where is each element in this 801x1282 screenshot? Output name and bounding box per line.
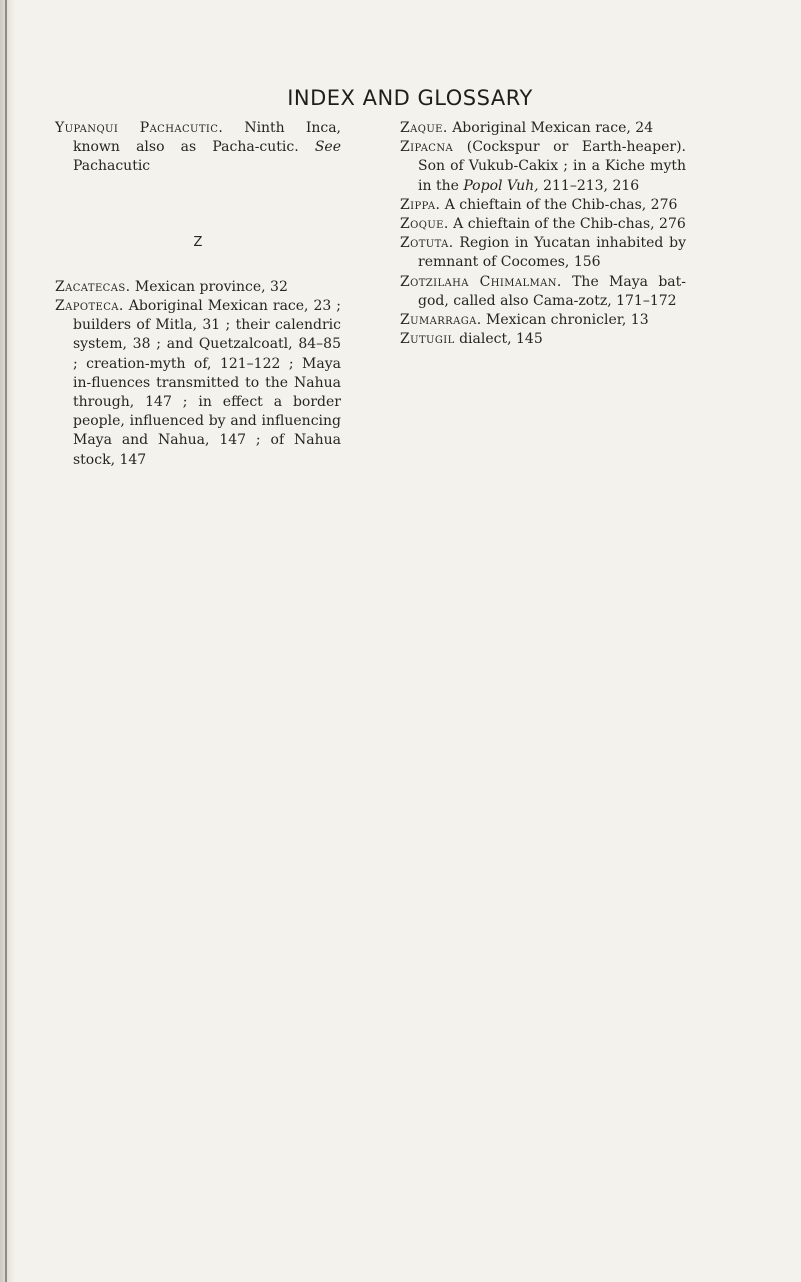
- index-entry-zipacna: [400, 138, 686, 196]
- entry-text: A chieftain of the Chib-chas, 276: [453, 216, 686, 233]
- entry-pages: 211–213, 216: [543, 177, 640, 194]
- right-column: [400, 119, 686, 349]
- entry-headword: Zaque.: [400, 120, 448, 136]
- entry-text: dialect, 145: [459, 331, 543, 348]
- entry-text: A chieftain of the Chib-chas, 276: [444, 196, 678, 213]
- see-reference: Pachacutic: [73, 158, 151, 175]
- entry-text: Mexican province, 32: [134, 278, 288, 295]
- entry-headword: Zapoteca.: [55, 298, 124, 315]
- entry-headword: Zacatecas.: [55, 278, 131, 295]
- entry-headword: Zutugil: [400, 331, 455, 348]
- index-entry-zotzilaha-chimalman: [400, 273, 686, 311]
- entry-headword: Zippa.: [400, 196, 441, 213]
- entry-text: Ninth Inca, known also as Pacha-cutic.: [73, 120, 342, 156]
- index-entry-zoque: [400, 215, 686, 234]
- index-entry-yupanqui-pachacutic: [55, 119, 341, 177]
- entry-headword: Zotzilaha Chimalman.: [400, 273, 562, 290]
- section-letter-z: Z: [193, 234, 203, 250]
- entry-headword: Zoque.: [400, 216, 449, 233]
- entry-headword: Zipacna: [400, 139, 454, 156]
- left-column: [55, 119, 341, 470]
- entry-text: Region in Yucatan inhabited by remnant of Cocomes, 156: [418, 235, 687, 271]
- entry-text: Aboriginal Mexican race, 23 ; builders of Mitla, 31 ; their calendric system, 38 ; and Quetzalcoatl, 84–85 ; creation-myth of, 121–122 ; Maya in-fluences transmitted to the Nahua through, 147 ; in effect a border people, influenced by and influencing Maya and Nahua, 147 ; of Nahua stock, 147: [73, 298, 341, 468]
- index-entry-zutugil: [400, 330, 686, 349]
- entry-text: Aboriginal Mexican race, 24: [452, 120, 654, 136]
- page-binding-edge: [0, 0, 16, 1282]
- entry-text: (Cockspur or Earth-heaper). Son of Vukub-Cakix ; in a Kiche myth in the: [418, 139, 686, 194]
- entry-text: The Maya bat-god, called also Cama-zotz, 171–172: [418, 273, 686, 309]
- book-title: Popol Vuh,: [463, 177, 539, 194]
- entry-text: Mexican chronicler, 13: [486, 312, 649, 329]
- entry-headword: Yupanqui Pachacutic.: [55, 120, 224, 136]
- entry-headword: Zumarraga.: [400, 312, 482, 329]
- binding-shadow-line: [5, 0, 7, 1282]
- index-entry-zacatecas: [55, 278, 341, 297]
- page-title: INDEX AND GLOSSARY: [287, 86, 533, 110]
- index-entry-zapoteca: [55, 297, 341, 470]
- entry-headword: Zotuta.: [400, 235, 454, 252]
- index-entry-zotuta: [400, 234, 686, 272]
- index-entry-zaque: [400, 119, 686, 138]
- index-entry-zippa: [400, 196, 686, 215]
- see-label: See: [314, 139, 341, 156]
- index-entry-zumarraga: [400, 311, 686, 330]
